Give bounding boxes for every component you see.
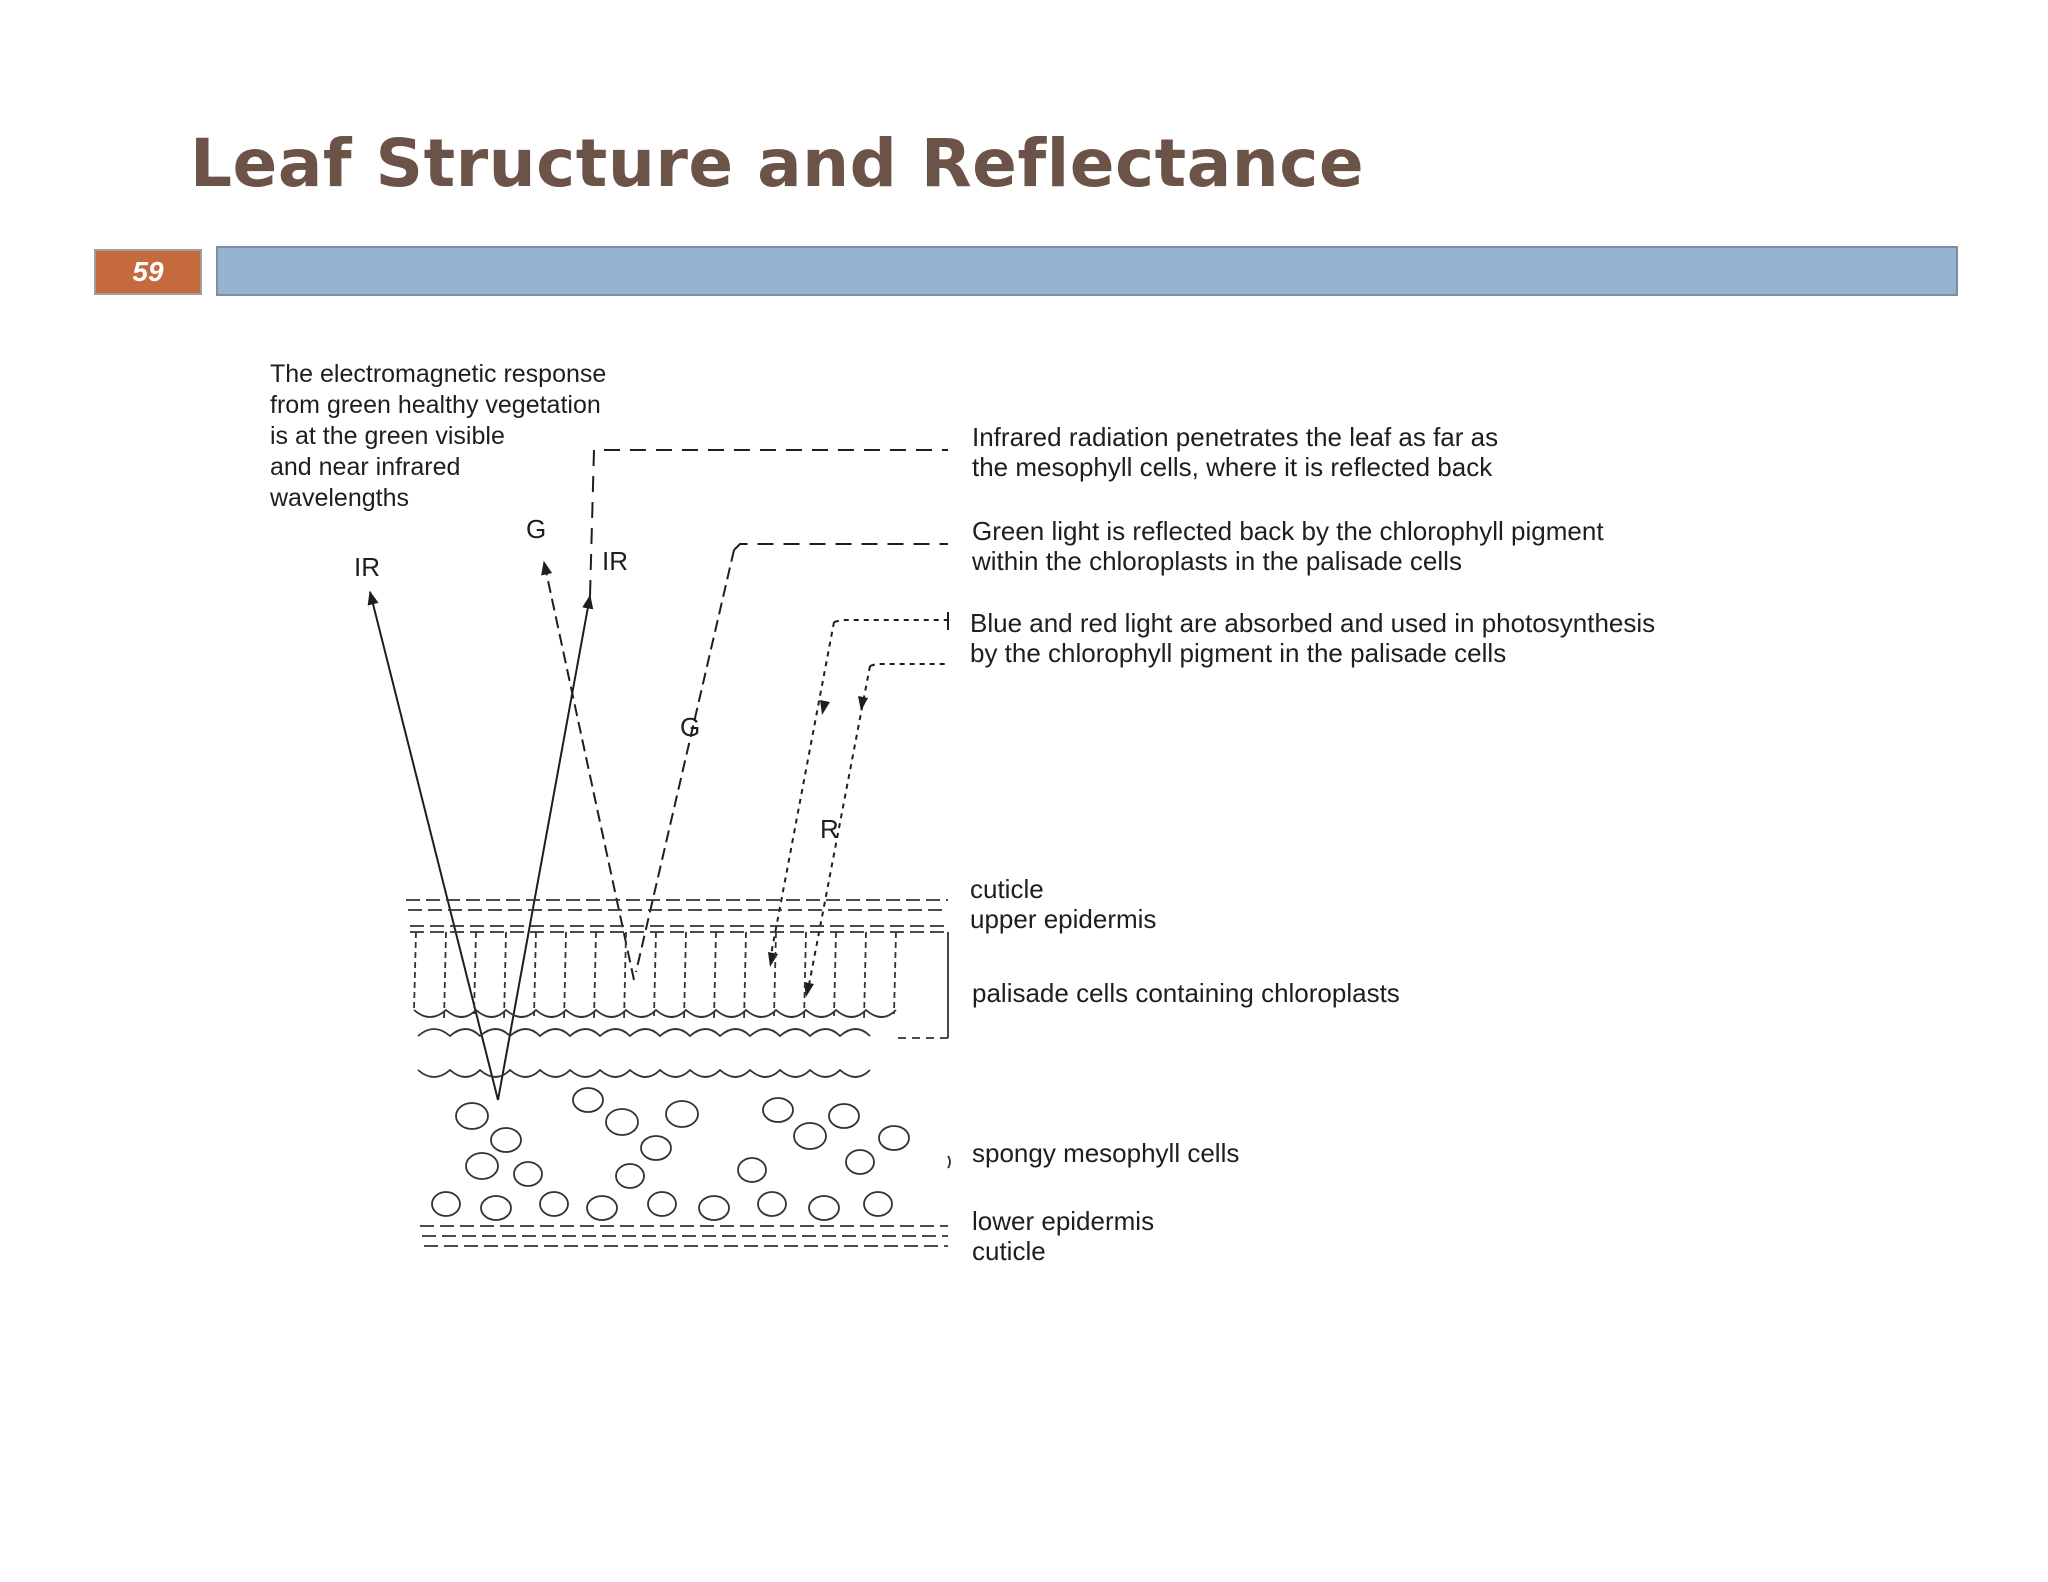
leaf-cross-section: [406, 900, 948, 1246]
annotation-line: by the chlorophyll pigment in the palisade cells: [970, 638, 1507, 668]
ir-reflected-label: IR: [354, 552, 380, 582]
title-bar: [216, 246, 1958, 296]
blue-red-rays: [770, 622, 870, 990]
g-incoming-ray: [636, 550, 734, 972]
intro-line: from green healthy vegetation: [270, 391, 601, 419]
leader-lines: [590, 450, 948, 596]
blue-red-annotation: [970, 608, 1662, 668]
intro-line: The electromagnetic response: [270, 360, 607, 388]
intro-line: wavelengths: [270, 484, 409, 512]
slide-title: Leaf Structure and Reflectance: [190, 125, 1365, 202]
spongy-label: spongy mesophyll cells: [972, 1138, 1240, 1168]
red-leader: [870, 664, 948, 666]
intro-line: and near infrared: [270, 453, 461, 481]
spongy-mesophyll-cells: [432, 1088, 909, 1220]
palisade-cell-bottoms: [414, 1010, 896, 1077]
green-rays: [544, 550, 734, 980]
intro-line: is at the green visible: [270, 422, 505, 450]
blue-red-arrowheads: [768, 696, 868, 997]
layer-leaders: [898, 932, 950, 1168]
infrared-rays: [370, 592, 590, 1100]
lower-epidermis-label: lower epidermis: [972, 1206, 1155, 1236]
cuticle-bottom-label: cuticle: [972, 1236, 1046, 1266]
lower-cuticle-lines: [420, 1226, 948, 1246]
green-leader: [734, 544, 948, 550]
annotation-line: the mesophyll cells, where it is reflected back: [972, 452, 1493, 482]
palisade-label: palisade cells containing chloroplasts: [972, 978, 1400, 1008]
infrared-leader: [590, 450, 948, 596]
b-absorb-arrowhead: [768, 952, 778, 967]
g-reflected-label: G: [526, 514, 547, 544]
cuticle-top-label: cuticle: [970, 874, 1044, 904]
r-incoming-label: R: [820, 814, 839, 844]
page-number-badge: 59: [94, 249, 202, 295]
annotation-line: within the chloroplasts in the palisade cells: [972, 546, 1462, 576]
annotation-line: Infrared radiation penetrates the leaf as far as: [972, 422, 1499, 452]
spongy-bracket: [948, 1156, 950, 1168]
annotation-line: Green light is reflected back by the chlorophyll pigment: [972, 516, 1604, 546]
annotation-line: Blue and red light are absorbed and used in photosynthesis: [970, 608, 1656, 638]
palisade-cells: [414, 932, 896, 1022]
g-incoming-label: G: [680, 712, 701, 742]
ir-incoming-ray: [498, 596, 590, 1100]
infrared-annotation: [972, 422, 1505, 482]
r-arrowhead: [858, 696, 868, 711]
upper-cuticle-lines: [406, 900, 948, 932]
ir-incoming-label: IR: [602, 546, 628, 576]
green-annotation: [971, 516, 1611, 576]
upper-epidermis-label: upper epidermis: [970, 904, 1157, 934]
ir-reflected-ray: [370, 592, 498, 1100]
leaf-diagram: [258, 330, 1808, 1280]
blue-leader: [834, 620, 948, 622]
blue-red-leaders: [834, 612, 948, 666]
b-arrowhead: [820, 700, 830, 715]
intro-text: [269, 360, 613, 512]
